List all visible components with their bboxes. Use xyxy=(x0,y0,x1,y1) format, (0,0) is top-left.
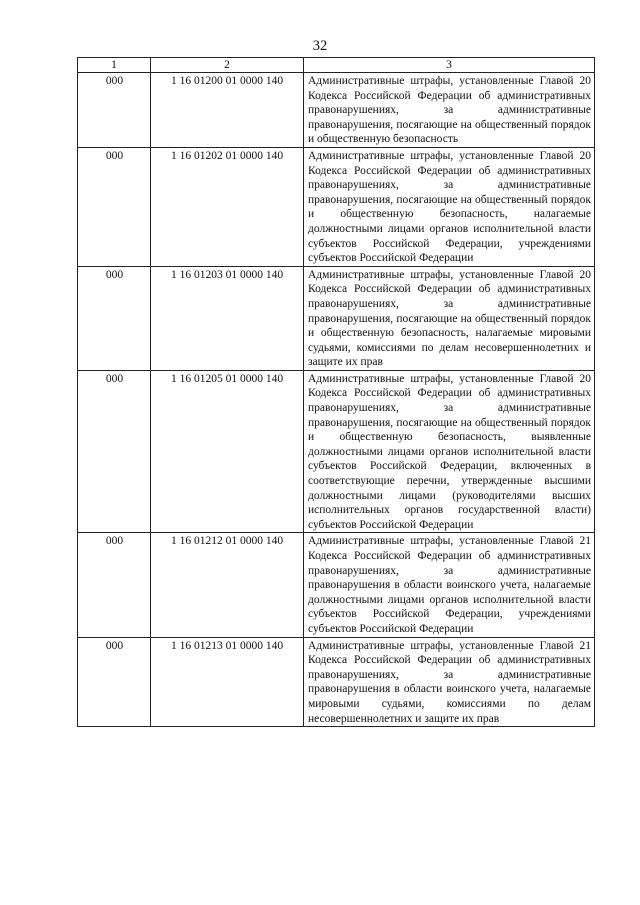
header-col-2: 2 xyxy=(151,58,304,73)
admin-code-cell: 000 xyxy=(78,370,151,533)
kbk-code-cell: 1 16 01202 01 0000 140 xyxy=(151,147,304,266)
admin-code-cell: 000 xyxy=(78,533,151,637)
description-cell: Административные штрафы, установленные Главой 20 Кодекса Российской Федерации об административных правонарушениях, за административные правонарушения, посягающие на общественный порядок и общественную безопасность, налагаемые мировыми судьями, комиссиями по делам несовершеннолетних и защите их прав xyxy=(304,266,595,370)
table-row xyxy=(78,637,595,727)
header-row xyxy=(78,58,595,73)
admin-code-cell: 000 xyxy=(78,73,151,148)
kbk-code-cell: 1 16 01213 01 0000 140 xyxy=(151,637,304,727)
admin-code-cell: 000 xyxy=(78,637,151,727)
header-col-3: 3 xyxy=(304,58,595,73)
table-row xyxy=(78,533,595,637)
table-row xyxy=(78,73,595,148)
kbk-code-cell: 1 16 01203 01 0000 140 xyxy=(151,266,304,370)
table-body xyxy=(78,73,595,727)
description-cell: Административные штрафы, установленные Главой 20 Кодекса Российской Федерации об административных правонарушениях, за административные правонарушения, посягающие на общественный порядок и общественную безопасность, выявленные должностными лицами органов исполнительной власти субъектов Российской Федерации, включенных в соответствующие перечни, утвержденные высшими должностными лицами (руководителями высших исполнительных органов государственной власти) субъектов Российской Федерации xyxy=(304,370,595,533)
description-cell: Административные штрафы, установленные Главой 20 Кодекса Российской Федерации об административных правонарушениях, за административные правонарушения, посягающие на общественный порядок и общественную безопасность, налагаемые должностными лицами органов исполнительной власти субъектов Российской Федерации, учреждениями субъектов Российской Федерации xyxy=(304,147,595,266)
table-header xyxy=(78,58,595,73)
description-cell: Административные штрафы, установленные Главой 20 Кодекса Российской Федерации об административных правонарушениях, за административные правонарушения, посягающие на общественный порядок и общественную безопасность xyxy=(304,73,595,148)
page-number: 32 xyxy=(312,38,328,54)
revenue-codes-table xyxy=(77,57,595,727)
kbk-code-cell: 1 16 01212 01 0000 140 xyxy=(151,533,304,637)
kbk-code-cell: 1 16 01205 01 0000 140 xyxy=(151,370,304,533)
admin-code-cell: 000 xyxy=(78,147,151,266)
table-row xyxy=(78,370,595,533)
description-cell: Административные штрафы, установленные Главой 21 Кодекса Российской Федерации об административных правонарушениях, за административные правонарушения в области воинского учета, налагаемые должностными лицами органов исполнительной власти субъектов Российской Федерации, учреждениями субъектов Российской Федерации xyxy=(304,533,595,637)
description-cell: Административные штрафы, установленные Главой 21 Кодекса Российской Федерации об административных правонарушениях, за административные правонарушения в области воинского учета, налагаемые мировыми судьями, комиссиями по делам несовершеннолетних и защите их прав xyxy=(304,637,595,727)
header-col-1: 1 xyxy=(78,58,151,73)
table-row xyxy=(78,147,595,266)
admin-code-cell: 000 xyxy=(78,266,151,370)
kbk-code-cell: 1 16 01200 01 0000 140 xyxy=(151,73,304,148)
table-row xyxy=(78,266,595,370)
